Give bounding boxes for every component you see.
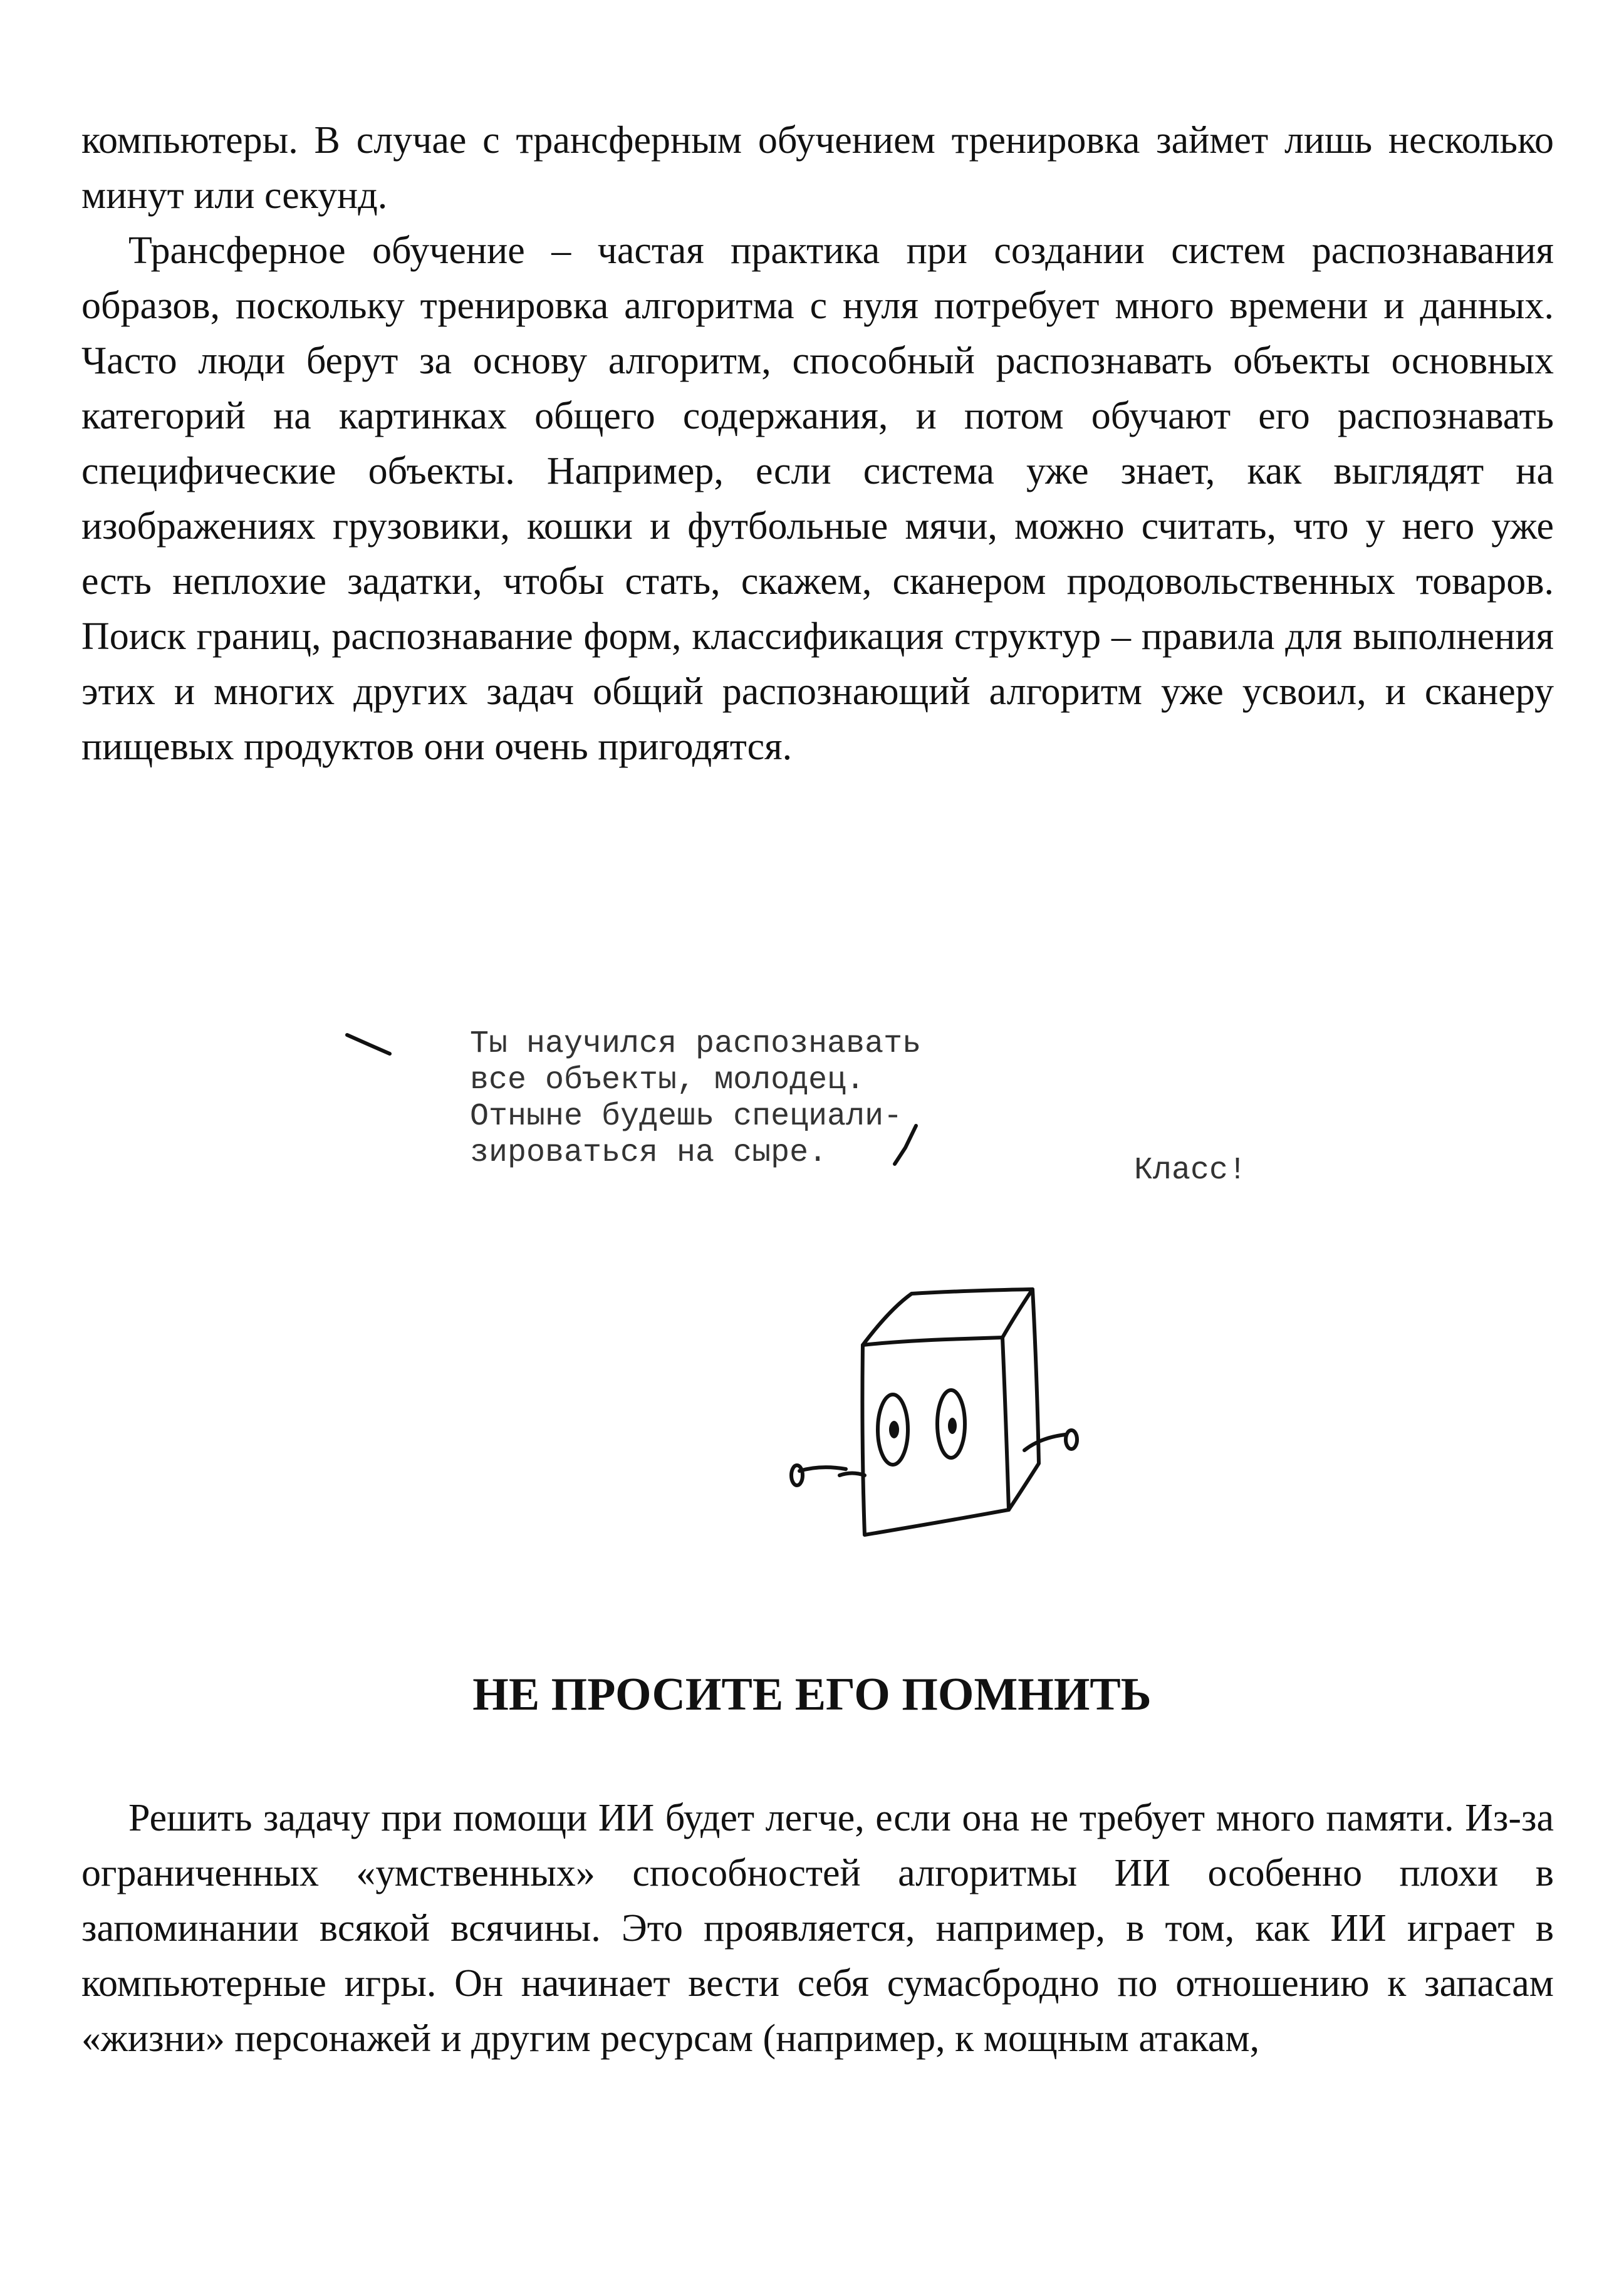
paragraph: компьютеры. В случае с трансферным обучением тренировка займет лишь несколько минут или секунд. <box>81 119 1554 217</box>
left-arm <box>799 1467 846 1471</box>
top-text-block <box>81 113 1554 774</box>
teacher-speech-pointer <box>347 1035 390 1054</box>
robot-illustration <box>338 1009 1303 1572</box>
right-arm <box>1024 1435 1065 1450</box>
right-pupil <box>948 1418 957 1434</box>
robot-body-front <box>862 1338 1009 1535</box>
left-pupil <box>889 1421 899 1438</box>
robot-speech-text: Класс! <box>1134 1153 1247 1188</box>
paragraph: Трансферное обучение – частая практика при создании систем распознавания образов, поскольку тренировка алгоритма с нуля потребует много времени и данных. Часто люди берут за основу алгоритм, способный распознавать объекты основных категорий на картинках общего содержания, и потом обучают его распознавать специфические объекты. Например, если система уже знает, как выглядят на изображениях грузовики, кошки и футбольные мячи, можно считать, что у него уже есть неплохие задатки, чтобы стать, скажем, сканером продовольственных товаров. Поиск границ, распознавание форм, классификация структур – правила для выполнения этих и многих других задач общий распознающий алгоритм уже усвоил, и сканеру пищевых продуктов они очень пригодятся. <box>81 229 1554 768</box>
paragraph: Решить задачу при помощи ИИ будет легче, если она не требует много памяти. Из-за ограниченных «умственных» способностей алгоритмы ИИ особенно плохи в запоминании всякой всячины. Это проявляется, например, в том, как ИИ играет в компьютерные игры. Он начинает вести себя сумасбродно по отношению к запасам «жизни» персонажей и другим ресурсам (например, к мощным атакам, <box>81 1797 1554 2060</box>
right-antenna-ball <box>1066 1430 1077 1449</box>
bottom-text-block <box>81 1790 1554 2066</box>
left-antenna <box>840 1473 865 1476</box>
robot-body-top <box>863 1289 1033 1345</box>
teacher-speech-text: Ты научился распознавать все объекты, молодец. Отныне будешь специали- зироваться на сыре. <box>470 1026 922 1171</box>
section-heading: НЕ ПРОСИТЕ ЕГО ПОМНИТЬ <box>472 1669 1152 1720</box>
left-antenna-ball <box>791 1465 803 1485</box>
